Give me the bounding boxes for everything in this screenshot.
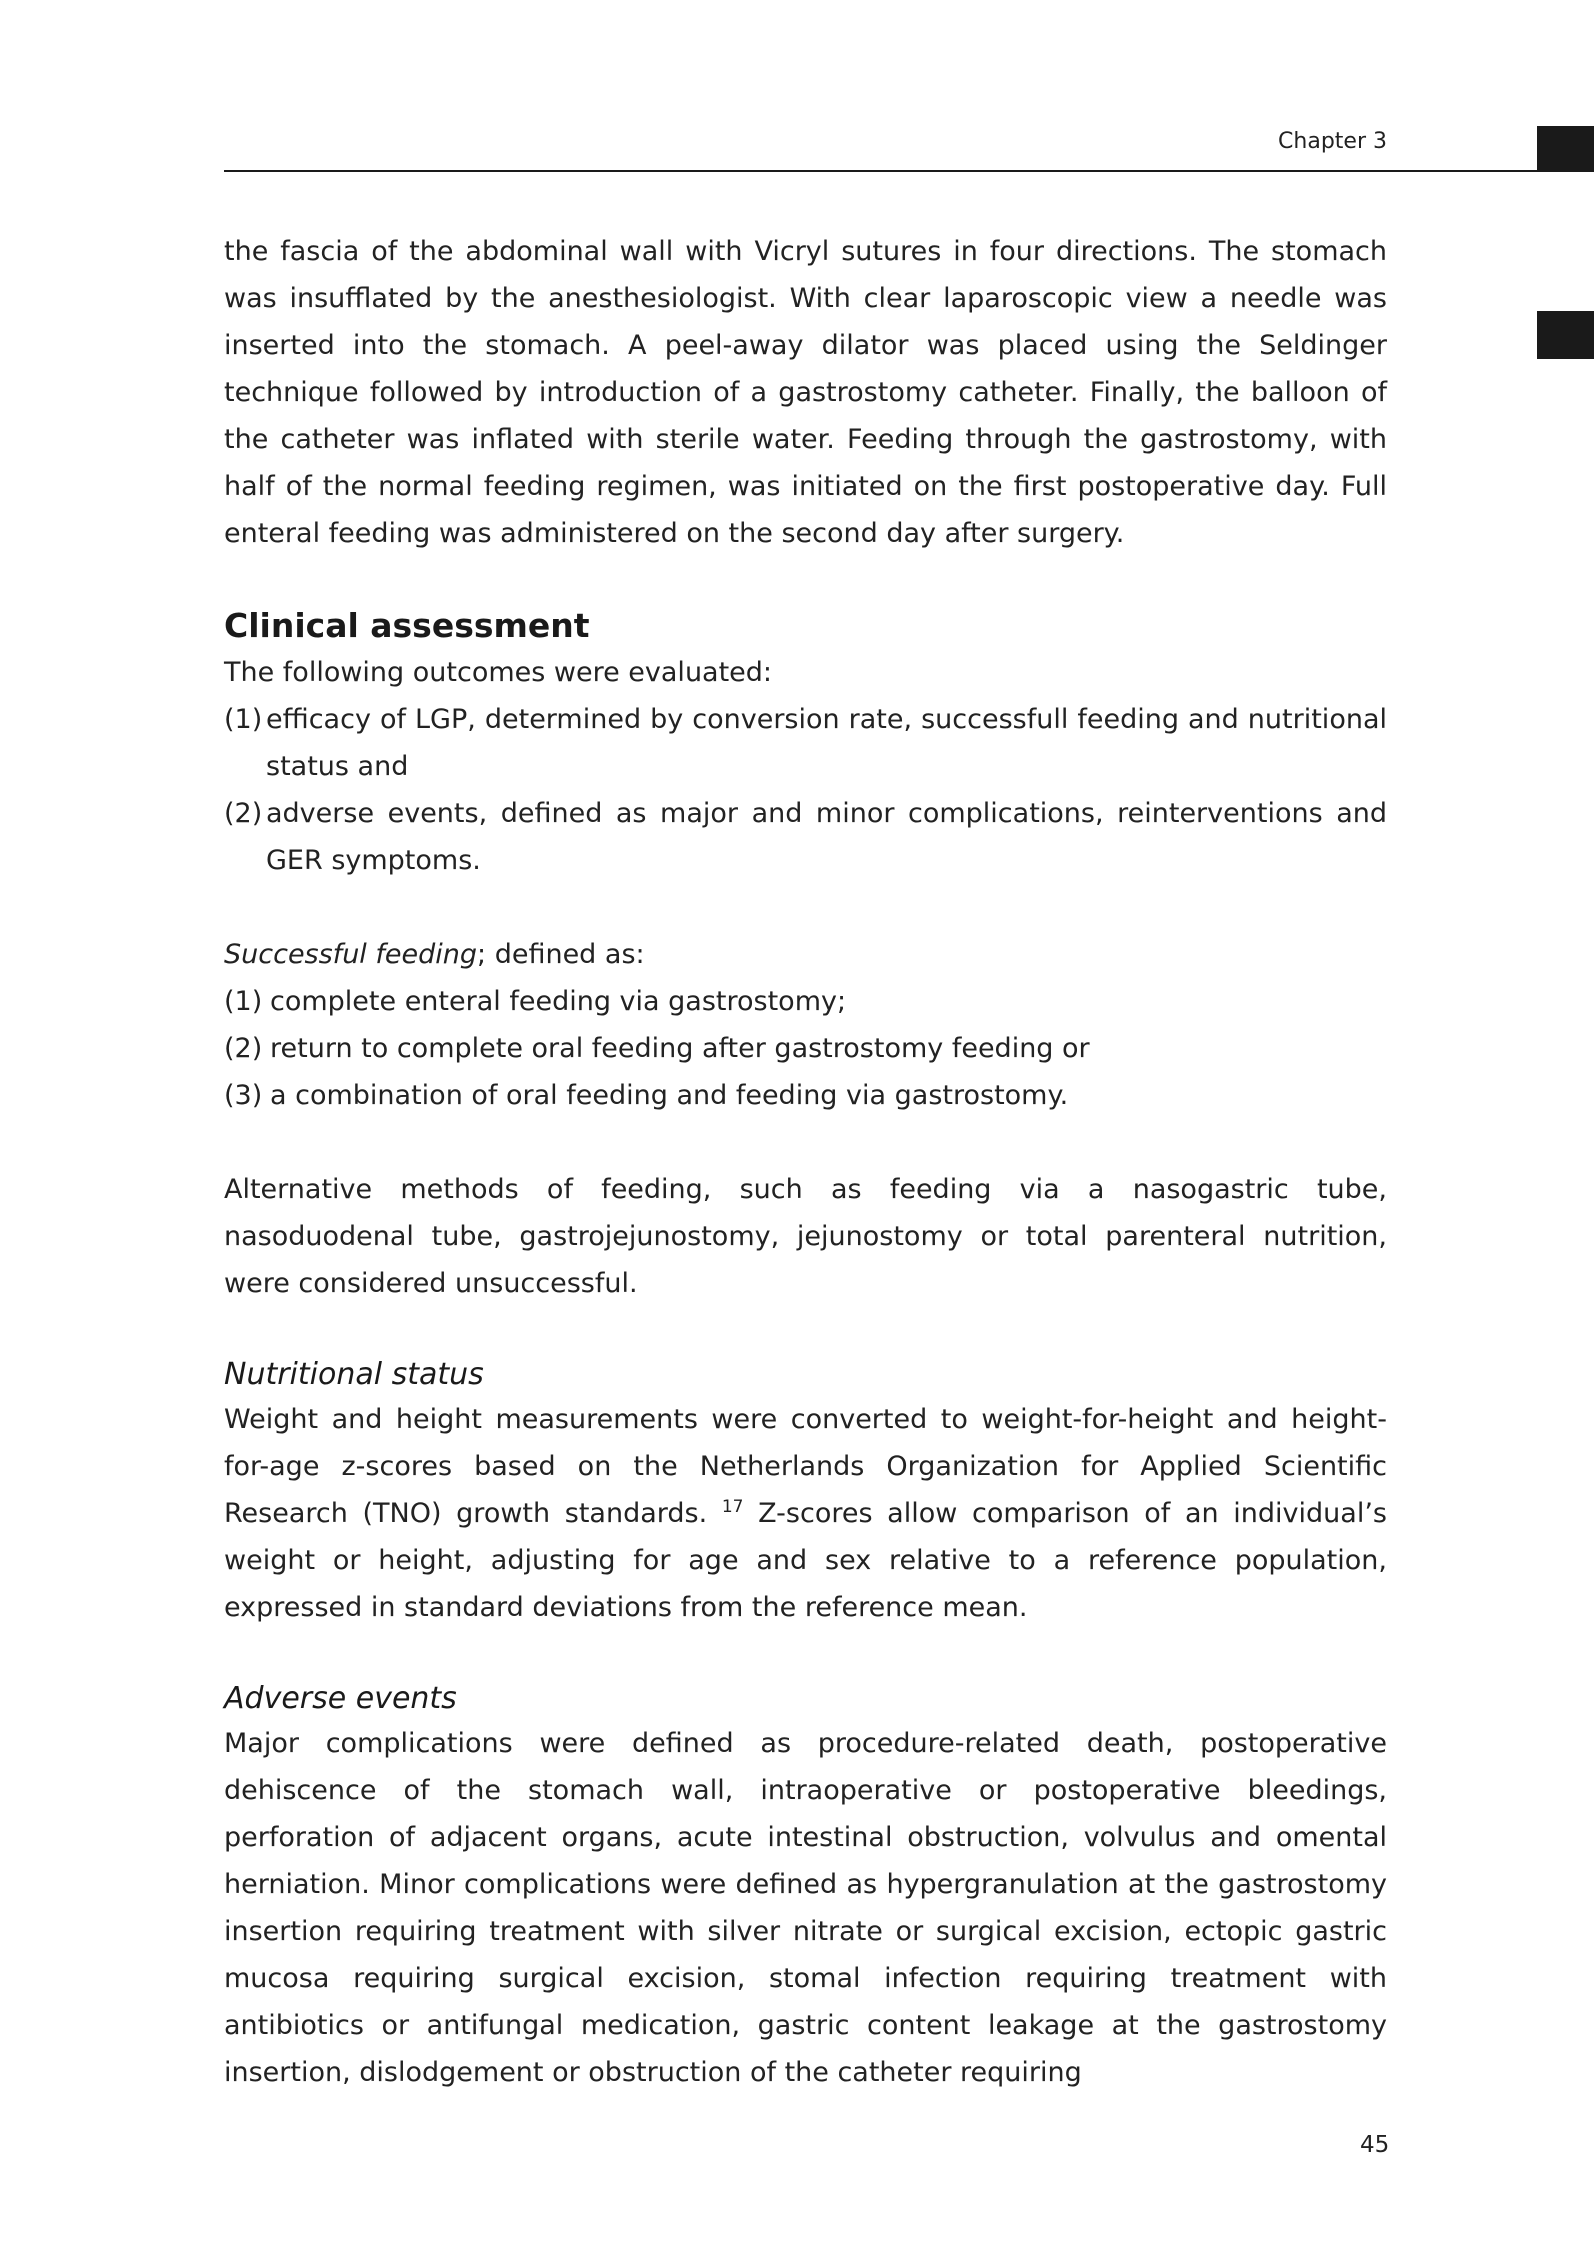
feeding-number: (1)	[224, 986, 263, 1017]
header-rule	[224, 170, 1589, 172]
alternative-feeding-paragraph: Alternative methods of feeding, such as feeding via a nasogastric tube, nasoduodenal tube, gastrojejunostomy, jejunostomy or total parenteral nutrition, were considered unsuccessful.	[224, 1174, 1387, 1299]
adverse-events-heading: Adverse events	[224, 1681, 457, 1716]
nutritional-status-heading: Nutritional status	[224, 1357, 484, 1392]
feeding-text: a combination of oral feeding and feeding via gastrostomy.	[270, 1080, 1069, 1111]
citation-superscript: 17	[721, 1497, 744, 1517]
adverse-events-paragraph: Major complications were defined as procedure-related death, postoperative dehiscence of the stomach wall, intraoperative or postoperative bleedings, perforation of adjacent organs, acute intestinal obstruction, volvulus and omental herniation. Minor complications were defined as hypergranulation at the gastrostomy insertion requiring treatment with silver nitrate or surgical excision, ectopic gastric mucosa requiring surgical excision, stomal infection requiring treatment with antibiotics or antifungal medication, gastric content leakage at the gastrostomy insertion, dislodgement or obstruction of the catheter requiring	[224, 1728, 1387, 2088]
chapter-tab-marker	[1537, 126, 1594, 172]
successful-feeding-lead	[224, 931, 1387, 978]
outcome-text: efficacy of LGP, determined by conversion rate, successfull feeding and nutritional status and	[266, 704, 1387, 782]
page-number: 45	[1360, 2132, 1390, 2158]
chapter-label: Chapter 3	[1278, 129, 1387, 154]
nutritional-text-after: Z-scores allow comparison of an individual’s weight or height, adjusting for age and sex relative to a reference population, expressed in standard deviations from the reference mean.	[224, 1498, 1387, 1623]
nutritional-status-paragraph	[224, 1396, 1387, 1631]
page-body	[224, 228, 1387, 2096]
feeding-item	[224, 1025, 1387, 1072]
section-tab-marker	[1537, 311, 1594, 359]
feeding-number: (2)	[224, 1033, 263, 1064]
nutritional-text-before: Weight and height measurements were converted to weight-for-height and height-for-age z-scores based on the Netherlands Organization for Applied Scientific Research (TNO) growth standards.	[224, 1404, 1387, 1529]
outcome-text: adverse events, defined as major and minor complications, reinterventions and GER symptoms.	[266, 798, 1387, 876]
outcome-item	[224, 790, 1387, 884]
outcomes-lead: The following outcomes were evaluated:	[224, 657, 773, 688]
outcome-number: (1)	[224, 704, 263, 735]
successful-feeding-term: Successful feeding	[224, 939, 478, 970]
feeding-text: complete enteral feeding via gastrostomy;	[270, 986, 847, 1017]
intro-paragraph: the fascia of the abdominal wall with Vicryl sutures in four directions. The stomach was insufflated by the anesthesiologist. With clear laparoscopic view a needle was inserted into the stomach. A peel-away dilator was placed using the Seldinger technique followed by introduction of a gastrostomy catheter. Finally, the balloon of the catheter was inflated with sterile water. Feeding through the gastrostomy, with half of the normal feeding regimen, was initiated on the first postoperative day. Full enteral feeding was administered on the second day after surgery.	[224, 236, 1387, 549]
successful-feeding-suffix: ; defined as:	[477, 939, 645, 970]
feeding-text: return to complete oral feeding after gastrostomy feeding or	[270, 1033, 1090, 1064]
clinical-assessment-heading: Clinical assessment	[224, 606, 590, 645]
outcome-number: (2)	[224, 798, 263, 829]
feeding-item	[224, 1072, 1387, 1119]
feeding-item	[224, 978, 1387, 1025]
outcome-item	[224, 696, 1387, 790]
feeding-number: (3)	[224, 1080, 263, 1111]
